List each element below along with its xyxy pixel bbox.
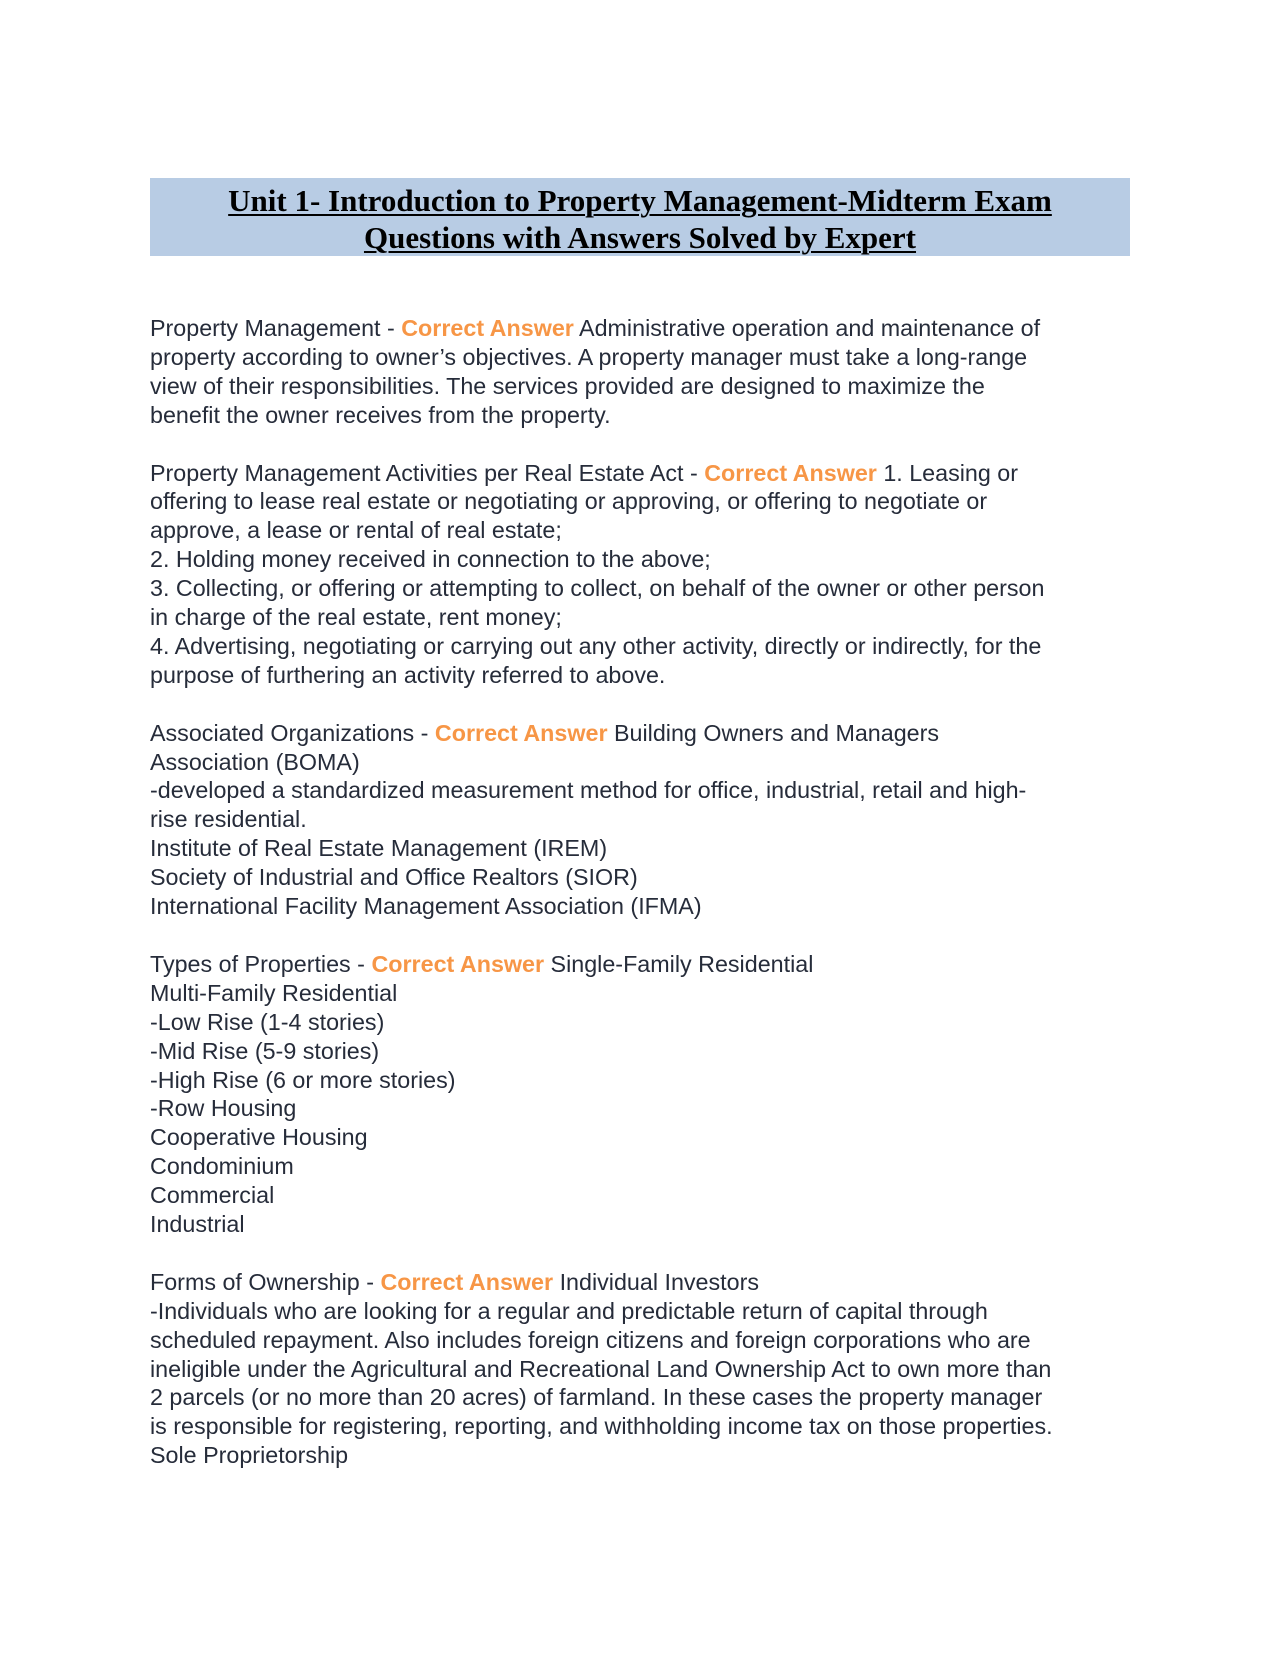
entry-line: in charge of the real estate, rent money; [150,604,562,631]
qa-entry-types-of-properties [150,950,1130,1239]
entry-first-line [150,459,1130,488]
entry-line: Cooperative Housing [150,1124,368,1151]
entry-line: Multi-Family Residential [150,979,398,1006]
entry-answer-start: Building Owners and Managers [614,719,940,746]
entry-line: property according to owner’s objectives. A property manager must take a long-range [150,343,1028,370]
entry-line: Institute of Real Estate Management (IREM) [150,835,608,862]
entry-line: is responsible for registering, reporting, and withholding income tax on those properties. [150,1413,1053,1440]
entry-term: Property Management - [150,315,395,341]
entry-line: Sole Proprietorship [150,1442,349,1469]
entry-line: Society of Industrial and Office Realtors (SIOR) [150,864,638,891]
entry-term: Forms of Ownership - [150,1268,374,1295]
entry-line: 4. Advertising, negotiating or carrying out any other activity, directly or indirectly, for the [150,632,1042,659]
entry-line: International Facility Management Association (IFMA) [150,893,702,920]
entry-line: Condominium [150,1153,294,1180]
entry-line: purpose of furthering an activity referred to above. [150,661,666,688]
entry-line: approve, a lease or rental of real estate; [150,517,562,544]
page-title-line-2: Questions with Answers Solved by Expert [363,220,917,255]
qa-entry-forms-of-ownership [150,1268,1130,1470]
entry-line: rise residential. [150,806,307,833]
entry-line: Industrial [150,1211,245,1238]
entry-line: offering to lease real estate or negotiating or approving, or offering to negotiate or [150,488,988,515]
entry-line: -High Rise (6 or more stories) [150,1066,456,1093]
correct-answer-label: Correct Answer [704,459,877,486]
entry-first-line [150,719,1130,748]
entry-answer-start: Administrative operation and maintenance of [579,315,1041,341]
entry-first-line [150,950,1130,979]
entry-line: -Row Housing [150,1095,297,1122]
entry-line: -Mid Rise (5-9 stories) [150,1037,380,1064]
entry-line: scheduled repayment. Also includes foreign citizens and foreign corporations who are [150,1326,1031,1353]
entry-term: Associated Organizations - [150,719,429,746]
entry-term: Types of Properties - [150,950,365,977]
entry-first-line [150,314,1130,343]
entry-line: -Low Rise (1-4 stories) [150,1008,385,1035]
qa-entry-associated-organizations [150,719,1130,921]
entry-first-line [150,1268,1130,1297]
entry-term: Property Management Activities per Real Estate Act - [150,459,698,486]
entry-line: -developed a standardized measurement method for office, industrial, retail and high- [150,777,1027,804]
entry-answer-start: Individual Investors [559,1268,759,1295]
entry-line: ineligible under the Agricultural and Recreational Land Ownership Act to own more than [150,1355,1052,1382]
entry-line: Association (BOMA) [150,748,360,775]
page-title-line-1: Unit 1- Introduction to Property Management-Midterm Exam [228,183,1052,218]
correct-answer-label: Correct Answer [371,950,545,977]
document-body [150,314,1130,1499]
entry-line: 2. Holding money received in connection to the above; [150,546,711,573]
entry-line: 2 parcels (or no more than 20 acres) of farmland. In these cases the property manager [150,1384,1043,1411]
entry-line: 3. Collecting, or offering or attempting to collect, on behalf of the owner or other person [150,575,1045,602]
entry-line: -Individuals who are looking for a regular and predictable return of capital through [150,1297,988,1324]
title-banner [150,178,1130,256]
qa-entry-management-activities [150,459,1130,690]
correct-answer-label: Correct Answer [380,1268,554,1295]
correct-answer-label: Correct Answer [401,315,574,341]
entry-answer-start: 1. Leasing or [883,459,1019,486]
qa-entry-property-management [150,314,1130,430]
correct-answer-label: Correct Answer [434,719,608,746]
entry-line: benefit the owner receives from the property. [150,401,611,428]
entry-line: Commercial [150,1182,275,1209]
entry-answer-start: Single-Family Residential [550,950,814,977]
entry-line: view of their responsibilities. The services provided are designed to maximize the [150,372,985,399]
